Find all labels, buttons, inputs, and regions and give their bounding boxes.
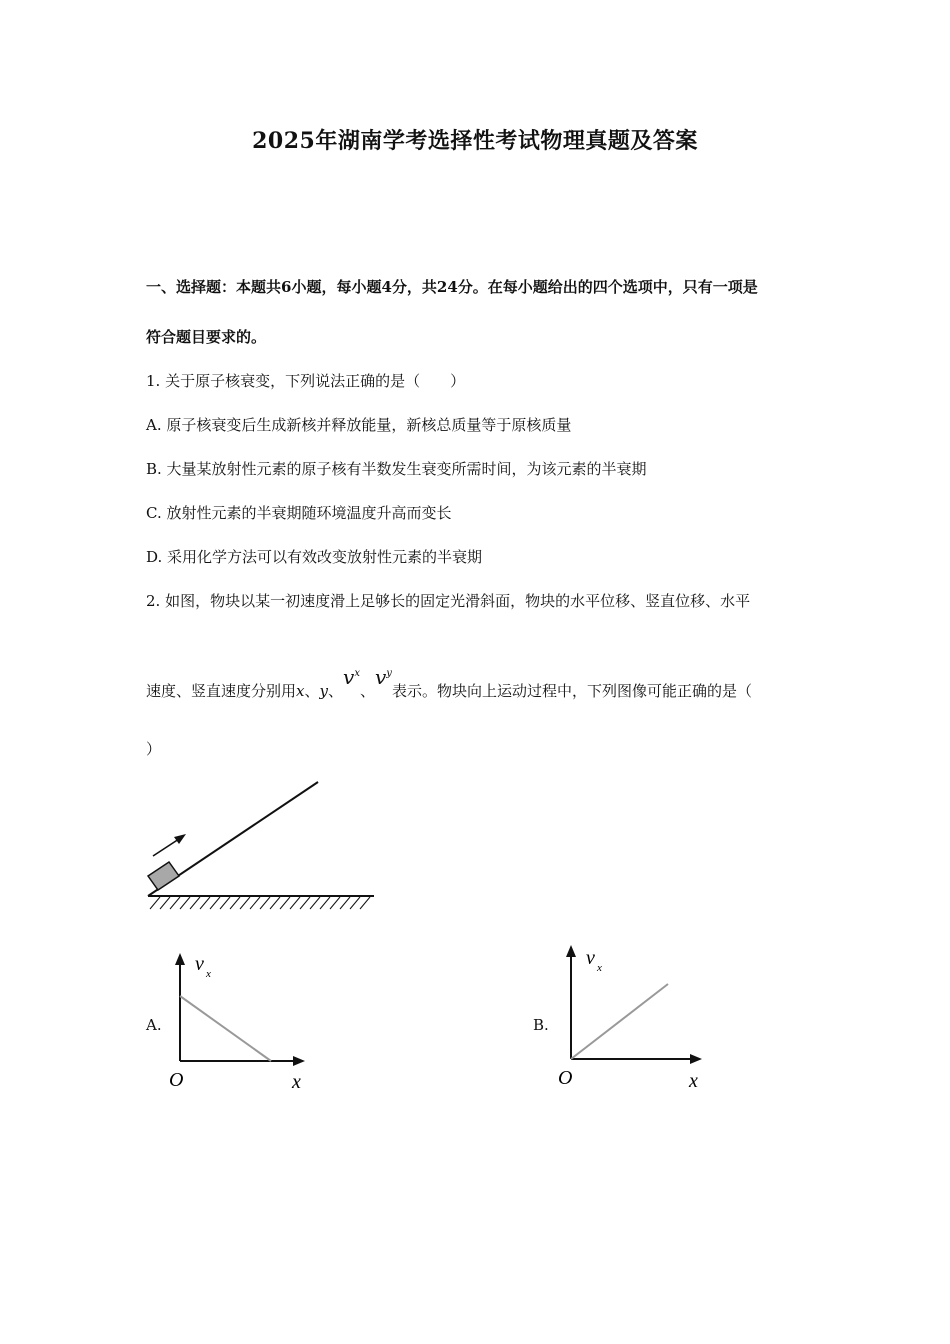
graph-b-ylabel: v: [586, 947, 595, 969]
q2-text-b: 表示。物块向上运动过程中，下列图像可能正确的是（: [391, 682, 752, 700]
graph-a-ylabel-sub: x: [206, 968, 211, 980]
graph-b-curve: [571, 984, 668, 1059]
q1-option-c: C. 放射性元素的半衰期随环境温度升高而变长: [146, 504, 452, 522]
q1-stem: 1. 关于原子核衰变，下列说法正确的是（ ）: [146, 372, 466, 390]
graph-a-label: A.: [146, 1016, 162, 1034]
velocity-arrowhead: [174, 834, 186, 844]
graph-a-ylabel: v: [195, 953, 204, 975]
var-y: y: [319, 682, 328, 700]
graph-a: [165, 950, 315, 1095]
q1-option-b: B. 大量某放射性元素的原子核有半数发生衰变所需时间，为该元素的半衰期: [146, 460, 647, 478]
q1-option-d: D. 采用化学方法可以有效改变放射性元素的半衰期: [146, 548, 483, 566]
section-heading: 一、选择题：本题共6小题，每小题4分，共24分。在每小题给出的四个选项中，只有一项是: [146, 278, 758, 296]
graph-a-xlabel: x: [292, 1071, 301, 1093]
graph-a-y-arrow: [175, 953, 185, 965]
graph-a-x-arrow: [293, 1056, 305, 1066]
q2-text-a: 速度、竖直速度分别用: [146, 682, 297, 700]
graph-b: [556, 942, 706, 1092]
graph-a-curve: [180, 996, 271, 1061]
q2-stem-line2: [146, 665, 752, 705]
graph-b-ylabel-sub: x: [597, 962, 602, 974]
page-title: 2025年湖南学考选择性考试物理真题及答案: [252, 128, 698, 154]
graph-a-origin: O: [169, 1069, 184, 1091]
sep-2: 、: [327, 682, 343, 700]
graph-b-y-arrow: [566, 945, 576, 957]
sep-3: 、: [359, 682, 375, 700]
q2-stem-line1: 2. 如图，物块以某一初速度滑上足够长的固定光滑斜面，物块的水平位移、竖直位移、水平: [146, 592, 751, 610]
graph-b-label: B.: [533, 1016, 549, 1034]
block: [148, 862, 179, 890]
ground-hatching: [150, 897, 370, 909]
q1-option-a: A. 原子核衰变后生成新核并释放能量，新核总质量等于原核质量: [146, 416, 572, 434]
section-heading-cont: 符合题目要求的。: [146, 328, 267, 346]
graph-b-x-arrow: [690, 1054, 702, 1064]
q2-stem-line3: ）: [146, 740, 162, 758]
var-vx: $v^x$: [343, 665, 360, 689]
incline-figure: [140, 775, 380, 915]
var-x: x: [296, 682, 305, 700]
graph-b-xlabel: x: [689, 1070, 698, 1092]
sep-1: 、: [304, 682, 320, 700]
graph-b-origin: O: [558, 1067, 573, 1089]
var-vy: $v^y$: [374, 665, 392, 689]
